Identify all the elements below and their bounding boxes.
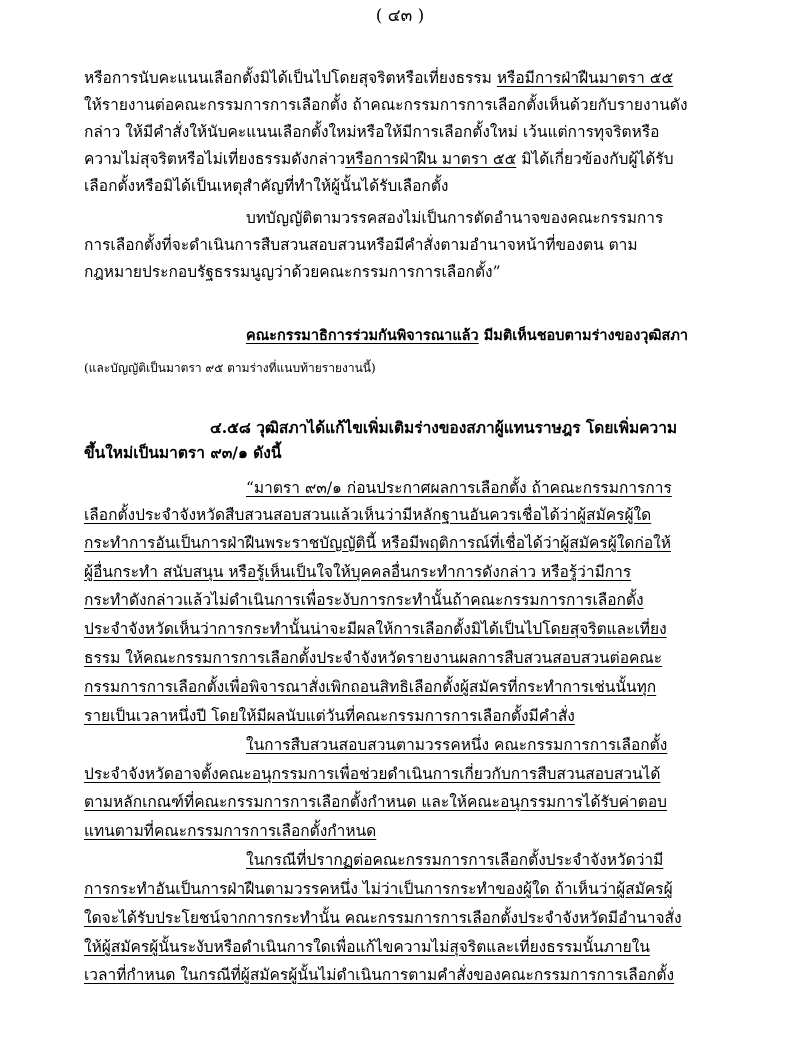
text-line: กรรมการการเลือกตั้งเพื่อพิจารณาสั่งเพิกถอนสิทธิเลือกตั้งผู้สมัครที่กระทำการเช่นนั้นทุก [84, 678, 657, 696]
text-line [84, 176, 448, 196]
text-line [84, 235, 638, 255]
section-paragraph-start: ในการสืบสวนสอบสวนตามวรรคหนึ่ง คณะกรรมการการเลือกตั้ง [246, 736, 668, 754]
item-heading-line1: ๔.๕๘ วุฒิสภาได้แก้ไขเพิ่มเติมร่างของสภาผู้แทนราษฎร โดยเพิ่มความ [210, 418, 678, 437]
text-line [84, 95, 688, 115]
committee-note: (และบัญญัติเป็นมาตรา ๙๕ ตามร่างที่แนบท้ายรายงานนี้) [84, 361, 376, 375]
text-run: การเลือกตั้งที่จะดำเนินการสืบสวนสอบสวนหรือมีคำสั่งตามอำนาจหน้าที่ของตน ตาม [84, 236, 638, 254]
section-paragraph-start: ในกรณีที่ปรากฏต่อคณะกรรมการการเลือกตั้งประจำจังหวัดว่ามี [246, 851, 664, 869]
text-run: มิได้เกี่ยวข้องกับผู้ได้รับ [516, 150, 674, 168]
text-run: เลือกตั้งหรือมิได้เป็นเหตุสำคัญที่ทำให้ผู้นั้นได้รับเลือกตั้ง [84, 177, 449, 195]
text-run: หรือการนับคะแนนเลือกตั้งมิได้เป็นไปโดยสุจริตหรือเที่ยงธรรม [84, 69, 497, 87]
item-heading-line2: ขึ้นใหม่เป็นมาตรา ๙๓/๑ ดังนี้ [84, 443, 282, 462]
text-line [84, 68, 673, 88]
text-line: กระทำการอันเป็นการฝ่าฝืนพระราชบัญญัตินี้ หรือมีพฤติการณ์ที่เชื่อได้ว่าผู้สมัครผู้ใดก่อให้ [84, 534, 671, 552]
text-run: กฎหมายประกอบรัฐธรรมนูญว่าด้วยคณะกรรมการการเลือกตั้ง” [84, 263, 501, 281]
text-line: เลือกตั้งประจำจังหวัดสืบสวนสอบสวนแล้วเห็นว่ามีหลักฐานอันควรเชื่อได้ว่าผู้สมัครผู้ใด [84, 506, 652, 524]
text-run: บทบัญญัติตามวรรคสองไม่เป็นการตัดอำนาจของคณะกรรมการ [246, 209, 664, 227]
text-line: เวลาที่กำหนด ในกรณีที่ผู้สมัครผู้นั้นไม่ดำเนินการตามคำสั่งของคณะกรรมการการเลือกตั้ง [84, 966, 675, 984]
underlined-text: หรือการฝ่าฝืน มาตรา ๕๕ [345, 150, 517, 168]
text-run: ให้รายงานต่อคณะกรรมการการเลือกตั้ง ถ้าคณะกรรมการการเลือกตั้งเห็นด้วยกับรายงานดัง [84, 96, 688, 114]
text-line [84, 262, 501, 282]
text-line [84, 122, 659, 142]
text-line: ผู้อื่นกระทำ สนับสนุน หรือรู้เห็นเป็นใจให้บุคคลอื่นกระทำการดังกล่าว หรือรู้ว่ามีการ [84, 563, 632, 581]
committee-opinion-lead: คณะกรรมาธิการร่วมกันพิจารณาแล้ว [246, 327, 479, 344]
text-run: กล่าว ให้มีคำสั่งให้นับคะแนนเลือกตั้งใหม่หรือให้มีการเลือกตั้งใหม่ เว้นแต่การทุจริตหรือ [84, 123, 660, 141]
committee-opinion [246, 326, 688, 346]
paragraph-start [246, 208, 663, 228]
text-line: ตามหลักเกณฑ์ที่คณะกรรมการการเลือกตั้งกำหนด และให้คณะอนุกรรมการได้รับค่าตอบ [84, 793, 667, 811]
committee-opinion-rest: มีมติเห็นชอบตามร่างของวุฒิสภา [478, 327, 689, 344]
text-line: ให้ผู้สมัครผู้นั้นระงับหรือดำเนินการใดเพื่อแก้ไขความไม่สุจริตและเที่ยงธรรมนั้นภายใน [84, 938, 650, 956]
text-line [84, 149, 674, 169]
text-line: กระทำดังกล่าวแล้วไม่ดำเนินการเพื่อระงับการกระทำนั้นถ้าคณะกรรมการการเลือกตั้ง [84, 591, 644, 609]
page-number: ( ๔๓ ) [375, 6, 425, 26]
text-line: ประจำจังหวัดเห็นว่าการกระทำนั้นน่าจะมีผลให้การเลือกตั้งมิได้เป็นไปโดยสุจริตและเที่ยง [84, 620, 667, 638]
text-line: ธรรม ให้คณะกรรมการการเลือกตั้งประจำจังหวัดรายงานผลการสืบสวนสอบสวนต่อคณะ [84, 649, 663, 667]
text-run: ความไม่สุจริตหรือไม่เที่ยงธรรมดังกล่าว [84, 150, 346, 168]
section-paragraph-start: “มาตรา ๙๓/๑ ก่อนประกาศผลการเลือกตั้ง ถ้าคณะกรรมการการ [246, 479, 672, 497]
text-line: รายเป็นเวลาหนึ่งปี โดยให้มีผลนับแต่วันที่คณะกรรมการการเลือกตั้งมีคำสั่ง [84, 707, 575, 725]
text-line: แทนตามที่คณะกรรมการการเลือกตั้งกำหนด [84, 822, 377, 840]
underlined-text: หรือมีการฝ่าฝืนมาตรา ๕๕ [496, 69, 674, 87]
text-line: การกระทำอันเป็นการฝ่าฝืนตามวรรคหนึ่ง ไม่ว่าเป็นการกระทำของผู้ใด ถ้าเห็นว่าผู้สมัครผู้ [84, 880, 673, 898]
text-line: ประจำจังหวัดอาจตั้งคณะอนุกรรมการเพื่อช่วยดำเนินการเกี่ยวกับการสืบสวนสอบสวนได้ [84, 765, 661, 783]
text-line: ใดจะได้รับประโยชน์จากการกระทำนั้น คณะกรรมการการเลือกตั้งประจำจังหวัดมีอำนาจสั่ง [84, 909, 682, 927]
